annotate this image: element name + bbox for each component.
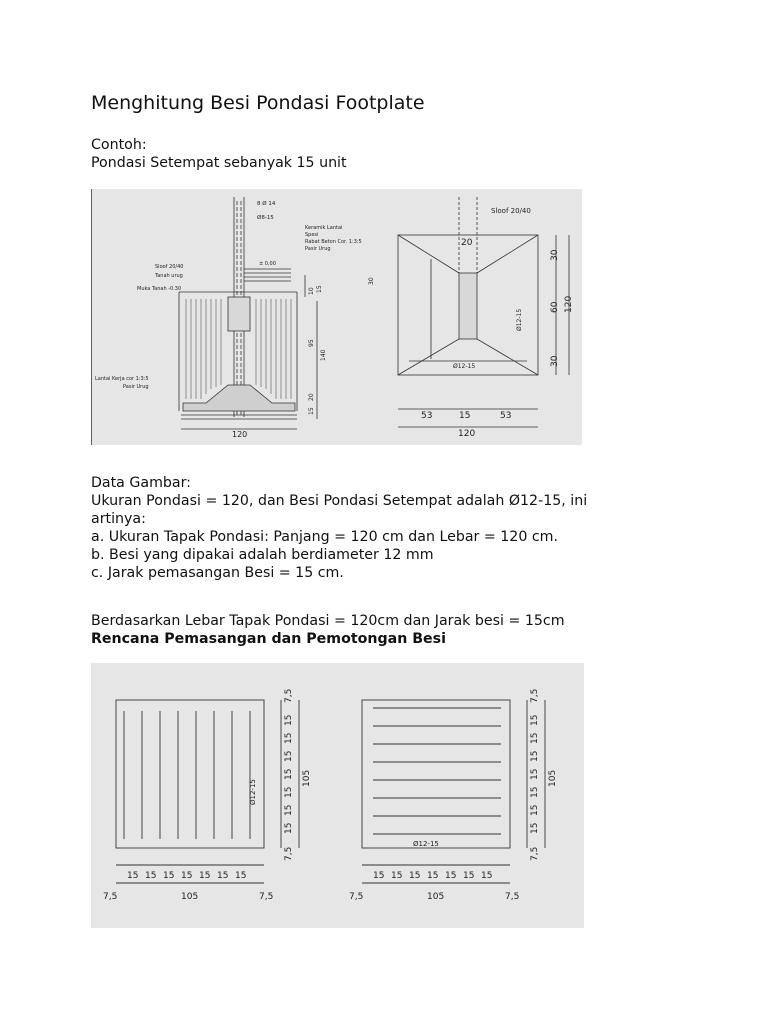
plan-a-bottom-15-4: 15 [181,871,193,881]
plan-a-total-bottom: 105 [181,892,199,902]
intro-text: Pondasi Setempat sebanyak 15 unit [91,155,347,171]
plan-b-bottom-15-7: 15 [481,871,493,881]
plan-a-dim-15-4: 15 [284,768,294,780]
plan-a-dim-7-5-top: 7,5 [284,688,294,703]
plan-a-dim-15-5: 15 [284,786,294,798]
label-ground: Muka Tanah -0.30 [137,286,182,292]
data-line-a: a. Ukuran Tapak Pondasi: Panjang = 120 cm dan Lebar = 120 cm. [91,529,558,545]
foundation-section-figure [91,189,582,445]
plan-b-total-bottom: 105 [427,892,445,902]
label-soil: Tanah urug [155,273,183,279]
plan-dim-53-left: 53 [421,411,433,421]
dim-15: 15 [316,285,323,293]
label-stirrup: Ø8-15 [257,215,274,221]
plan-a-dim-15-2: 15 [284,732,294,744]
plan-rebar-h: Ø12-15 [453,363,476,370]
dim-10: 10 [308,287,315,295]
rebar-plan-figure [91,663,584,928]
plan-sloof-label: Sloof 20/40 [491,207,531,215]
plan-a-bottom-15-2: 15 [145,871,157,881]
plan-dim-120-right: 120 [564,295,574,313]
data-line-2: artinya: [91,511,146,527]
plan-a-end-left: 7,5 [103,892,118,902]
plan-rebar-v: Ø12-15 [516,308,523,331]
plan-a-bottom-15-6: 15 [217,871,229,881]
plan-dim-60: 60 [550,301,560,313]
plan-b-label: Ø12-15 [413,840,439,848]
plan-b-end-right: 7,5 [505,892,520,902]
dim-20: 20 [308,393,315,401]
label-elevation: ± 0,00 [259,261,276,267]
label-sloof: Sloof 20/40 [155,264,184,270]
label-sand: Pasir Urug [123,384,149,390]
plan-b-dim-7-5-top: 7,5 [530,688,540,703]
plan-b-dim-15-4: 15 [530,768,540,780]
plan-a-end-right: 7,5 [259,892,274,902]
plan-a-bottom-15-1: 15 [127,871,139,881]
label-layer-4: Pasir Urug [305,246,331,252]
plan-a-dim-15-3: 15 [284,750,294,762]
plan-column-dim: 20 [461,238,473,248]
plan-a-bottom-15-5: 15 [199,871,211,881]
plan-b-bottom-15-4: 15 [427,871,439,881]
plan-b-dim-15-7: 15 [530,822,540,834]
basis-line: Berdasarkan Lebar Tapak Pondasi = 120cm dan Jarak besi = 15cm [91,613,565,629]
plan-b-total-right: 105 [548,769,558,787]
plan-a-bottom-15-3: 15 [163,871,175,881]
plan-b-bottom-15-6: 15 [463,871,475,881]
label-layer-2: Spesi [305,232,319,238]
data-heading: Data Gambar: [91,475,191,491]
dim-140: 140 [320,349,327,361]
plan-b-dim-15-3: 15 [530,750,540,762]
plan-a-bottom-15-7: 15 [235,871,247,881]
plan-b-bottom-15-1: 15 [373,871,385,881]
label-layer-3: Rabat Beton Cor. 1:3:5 [305,239,362,245]
data-line-b: b. Besi yang dipakai adalah berdiameter 12 mm [91,547,434,563]
dim-30: 30 [368,277,375,285]
dim-15b: 15 [308,407,315,415]
page-title: Menghitung Besi Pondasi Footplate [91,92,425,114]
plan-b-dim-15-6: 15 [530,804,540,816]
plan-dim-30-bottom: 30 [550,355,560,367]
plan-a-dim-15-6: 15 [284,804,294,816]
plan-dim-30-top: 30 [550,249,560,261]
plan-b-dim-15-2: 15 [530,732,540,744]
plan-b-dim-15-5: 15 [530,786,540,798]
label-work-floor: Lantai Kerja cor 1:3:5 [95,376,149,382]
rebar-plan-drawing [91,663,584,928]
plan-dim-15: 15 [459,411,471,421]
plan-dim-53-right: 53 [500,411,512,421]
plan-heading: Rencana Pemasangan dan Pemotongan Besi [91,631,446,647]
dim-95: 95 [308,339,315,347]
plan-a-dim-15-7: 15 [284,822,294,834]
plan-b-bottom-15-5: 15 [445,871,457,881]
plan-b-bottom-15-2: 15 [391,871,403,881]
data-line-c: c. Jarak pemasangan Besi = 15 cm. [91,565,344,581]
dim-120-section: 120 [232,430,248,439]
plan-a-label: Ø12-15 [249,779,257,805]
plan-a-dim-7-5-bottom: 7,5 [284,846,294,861]
data-line-1: Ukuran Pondasi = 120, dan Besi Pondasi Setempat adalah Ø12-15, ini [91,493,588,509]
plan-b-bottom-15-3: 15 [409,871,421,881]
plan-b-dim-15-1: 15 [530,714,540,726]
plan-a-dim-15-1: 15 [284,714,294,726]
plan-b-end-left: 7,5 [349,892,364,902]
plan-a-total-right: 105 [302,769,312,787]
label-layer-1: Keramik Lantai [305,225,343,231]
foundation-section-drawing [91,189,582,445]
plan-b-dim-7-5-bottom: 7,5 [530,846,540,861]
label-top-bar: 8 Ø 14 [257,201,276,207]
plan-dim-120-bottom: 120 [458,429,476,439]
intro-label: Contoh: [91,137,147,153]
